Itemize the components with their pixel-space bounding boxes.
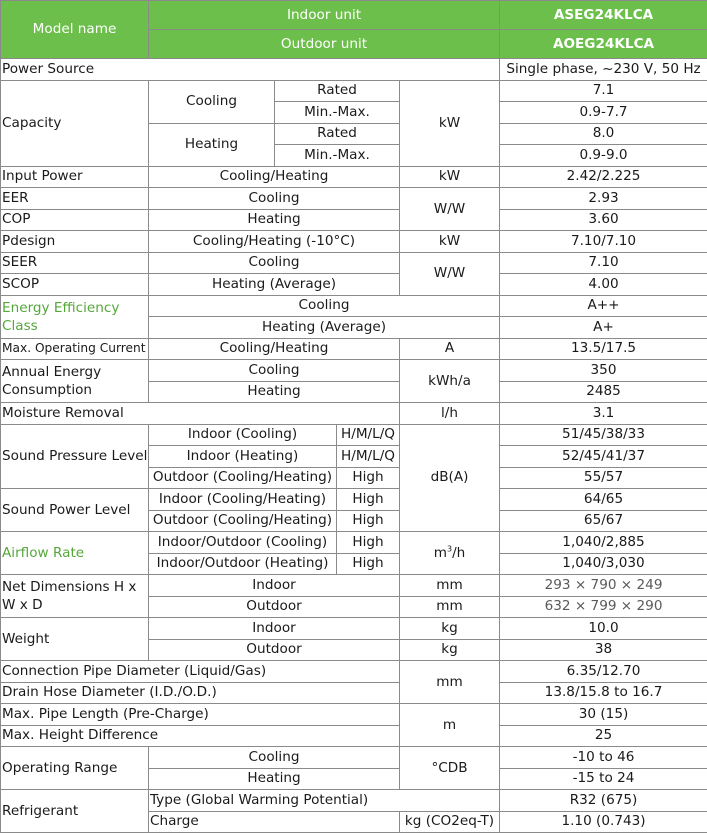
condition-cell: Cooling	[149, 295, 500, 317]
condition-cell: Outdoor	[149, 639, 400, 661]
row-label: Max. Pipe Length (Pre-Charge)	[1, 704, 400, 726]
unit-cell	[400, 532, 500, 575]
row-label: SEER	[1, 252, 149, 274]
row-label: Power Source	[1, 59, 500, 81]
row-value: -15 to 24	[500, 768, 707, 790]
condition-cell: Charge	[149, 811, 400, 833]
row-value: 1.10 (0.743)	[500, 811, 707, 833]
row-value: Single phase, ~230 V, 50 Hz	[500, 59, 707, 81]
row-value: 2.42/2.225	[500, 166, 707, 188]
table-row	[1, 618, 707, 640]
unit-cell: °CDB	[400, 747, 500, 790]
condition-cell: Indoor/Outdoor (Heating)	[149, 553, 337, 575]
row-value: 64/65	[500, 489, 707, 511]
table-row	[1, 295, 707, 317]
condition-cell: Cooling/Heating	[149, 166, 400, 188]
row-label: Moisture Removal	[1, 403, 400, 425]
condition-cell: Outdoor (Cooling/Heating)	[149, 510, 337, 532]
table-row	[1, 489, 707, 511]
unit-base: m	[434, 545, 447, 561]
row-value: 7.10/7.10	[500, 231, 707, 253]
outdoor-model-number: AOEG24KLCA	[500, 30, 707, 59]
row-value: 6.35/12.70	[500, 661, 707, 683]
indoor-unit-header: Indoor unit	[149, 1, 500, 30]
mode-cell: H/M/L/Q	[337, 446, 400, 468]
row-value: 52/45/41/37	[500, 446, 707, 468]
table-row	[1, 166, 707, 188]
row-label: Net Dimensions H x W x D	[1, 575, 149, 618]
row-label: Airflow Rate	[1, 532, 149, 575]
unit-cell: kW	[400, 80, 500, 166]
condition-cell: Type (Global Warming Potential)	[149, 790, 500, 812]
unit-superscript: 3	[447, 544, 452, 553]
row-value: 2.93	[500, 188, 707, 210]
unit-cell: mm	[400, 596, 500, 618]
indoor-model-number: ASEG24KLCA	[500, 1, 707, 30]
condition-cell: Cooling	[149, 80, 275, 123]
sub-condition-cell: Rated	[275, 123, 400, 145]
condition-cell: Cooling	[149, 188, 400, 210]
table-row	[1, 790, 707, 812]
row-value: 55/57	[500, 467, 707, 489]
row-value: A++	[500, 295, 707, 317]
table-row	[1, 274, 707, 296]
unit-cell: kg	[400, 618, 500, 640]
mode-cell: High	[337, 553, 400, 575]
row-value: 1,040/3,030	[500, 553, 707, 575]
unit-cell: W/W	[400, 252, 500, 295]
unit-cell: W/W	[400, 188, 500, 231]
row-label: Sound Power Level	[1, 489, 149, 532]
table-row	[1, 80, 707, 102]
row-label: Input Power	[1, 166, 149, 188]
condition-cell: Heating	[149, 768, 400, 790]
table-row	[1, 704, 707, 726]
row-label: Capacity	[1, 80, 149, 166]
table-row	[1, 338, 707, 360]
row-value: 25	[500, 725, 707, 747]
row-value: 3.60	[500, 209, 707, 231]
row-value: R32 (675)	[500, 790, 707, 812]
row-label: Connection Pipe Diameter (Liquid/Gas)	[1, 661, 400, 683]
table-row	[1, 661, 707, 683]
unit-cell: mm	[400, 575, 500, 597]
row-value: 13.8/15.8 to 16.7	[500, 682, 707, 704]
row-value: 30 (15)	[500, 704, 707, 726]
row-value: 65/67	[500, 510, 707, 532]
condition-cell: Heating	[149, 209, 400, 231]
mode-cell: High	[337, 510, 400, 532]
row-label: Max. Operating Current	[1, 338, 149, 360]
table-row	[1, 424, 707, 446]
row-value: 51/45/38/33	[500, 424, 707, 446]
unit-cell: kW	[400, 166, 500, 188]
table-row	[1, 682, 707, 704]
row-value: 8.0	[500, 123, 707, 145]
condition-cell: Heating	[149, 381, 400, 403]
row-value: 2485	[500, 381, 707, 403]
row-label: Max. Height Difference	[1, 725, 400, 747]
table-row	[1, 188, 707, 210]
row-value: 7.10	[500, 252, 707, 274]
row-value: 293 × 790 × 249	[500, 575, 707, 597]
table-row	[1, 252, 707, 274]
unit-cell: kg	[400, 639, 500, 661]
condition-cell: Indoor	[149, 618, 400, 640]
sub-condition-cell: Min.-Max.	[275, 145, 400, 167]
row-value: -10 to 46	[500, 747, 707, 769]
unit-cell: kg (CO2eq-T)	[400, 811, 500, 833]
condition-cell: Heating (Average)	[149, 317, 500, 339]
row-label: Refrigerant	[1, 790, 149, 833]
row-value: A+	[500, 317, 707, 339]
unit-cell: m	[400, 704, 500, 747]
condition-cell: Cooling	[149, 360, 400, 382]
mode-cell: High	[337, 489, 400, 511]
row-label: Sound Pressure Level	[1, 424, 149, 489]
row-value: 10.0	[500, 618, 707, 640]
sub-condition-cell: Rated	[275, 80, 400, 102]
row-value: 7.1	[500, 80, 707, 102]
row-label: Drain Hose Diameter (I.D./O.D.)	[1, 682, 400, 704]
row-label: SCOP	[1, 274, 149, 296]
unit-cell: A	[400, 338, 500, 360]
row-label: Pdesign	[1, 231, 149, 253]
row-label: Operating Range	[1, 747, 149, 790]
row-label: Annual Energy Consumption	[1, 360, 149, 403]
sub-condition-cell: Min.-Max.	[275, 102, 400, 124]
condition-cell: Cooling	[149, 747, 400, 769]
condition-cell: Indoor (Heating)	[149, 446, 337, 468]
unit-cell: mm	[400, 661, 500, 704]
model-name-header: Model name	[1, 1, 149, 59]
row-value: 1,040/2,885	[500, 532, 707, 554]
row-label: COP	[1, 209, 149, 231]
condition-cell: Heating (Average)	[149, 274, 400, 296]
row-label: Energy Efficiency Class	[1, 295, 149, 338]
table-row	[1, 575, 707, 597]
table-row	[1, 725, 707, 747]
row-value: 0.9-9.0	[500, 145, 707, 167]
condition-cell: Heating	[149, 123, 275, 166]
row-value: 350	[500, 360, 707, 382]
condition-cell: Indoor/Outdoor (Cooling)	[149, 532, 337, 554]
row-value: 0.9-7.7	[500, 102, 707, 124]
condition-cell: Indoor (Cooling)	[149, 424, 337, 446]
table-row	[1, 747, 707, 769]
table-row	[1, 403, 707, 425]
condition-cell: Cooling	[149, 252, 400, 274]
mode-cell: High	[337, 467, 400, 489]
unit-cell: kWh/a	[400, 360, 500, 403]
row-value: 4.00	[500, 274, 707, 296]
header-row-indoor	[1, 1, 707, 30]
table-row	[1, 231, 707, 253]
row-value: 38	[500, 639, 707, 661]
row-value: 632 × 799 × 290	[500, 596, 707, 618]
table-row	[1, 209, 707, 231]
condition-cell: Outdoor	[149, 596, 400, 618]
mode-cell: H/M/L/Q	[337, 424, 400, 446]
unit-cell: l/h	[400, 403, 500, 425]
row-value: 3.1	[500, 403, 707, 425]
table-row	[1, 360, 707, 382]
table-row	[1, 59, 707, 81]
unit-tail: /h	[452, 545, 465, 561]
row-label: EER	[1, 188, 149, 210]
table-row	[1, 532, 707, 554]
condition-cell: Indoor (Cooling/Heating)	[149, 489, 337, 511]
row-label: Weight	[1, 618, 149, 661]
unit-cell: kW	[400, 231, 500, 253]
mode-cell: High	[337, 532, 400, 554]
condition-cell: Cooling/Heating (-10°C)	[149, 231, 400, 253]
outdoor-unit-header: Outdoor unit	[149, 30, 500, 59]
condition-cell: Cooling/Heating	[149, 338, 400, 360]
condition-cell: Outdoor (Cooling/Heating)	[149, 467, 337, 489]
row-value: 13.5/17.5	[500, 338, 707, 360]
condition-cell: Indoor	[149, 575, 400, 597]
unit-cell: dB(A)	[400, 424, 500, 532]
